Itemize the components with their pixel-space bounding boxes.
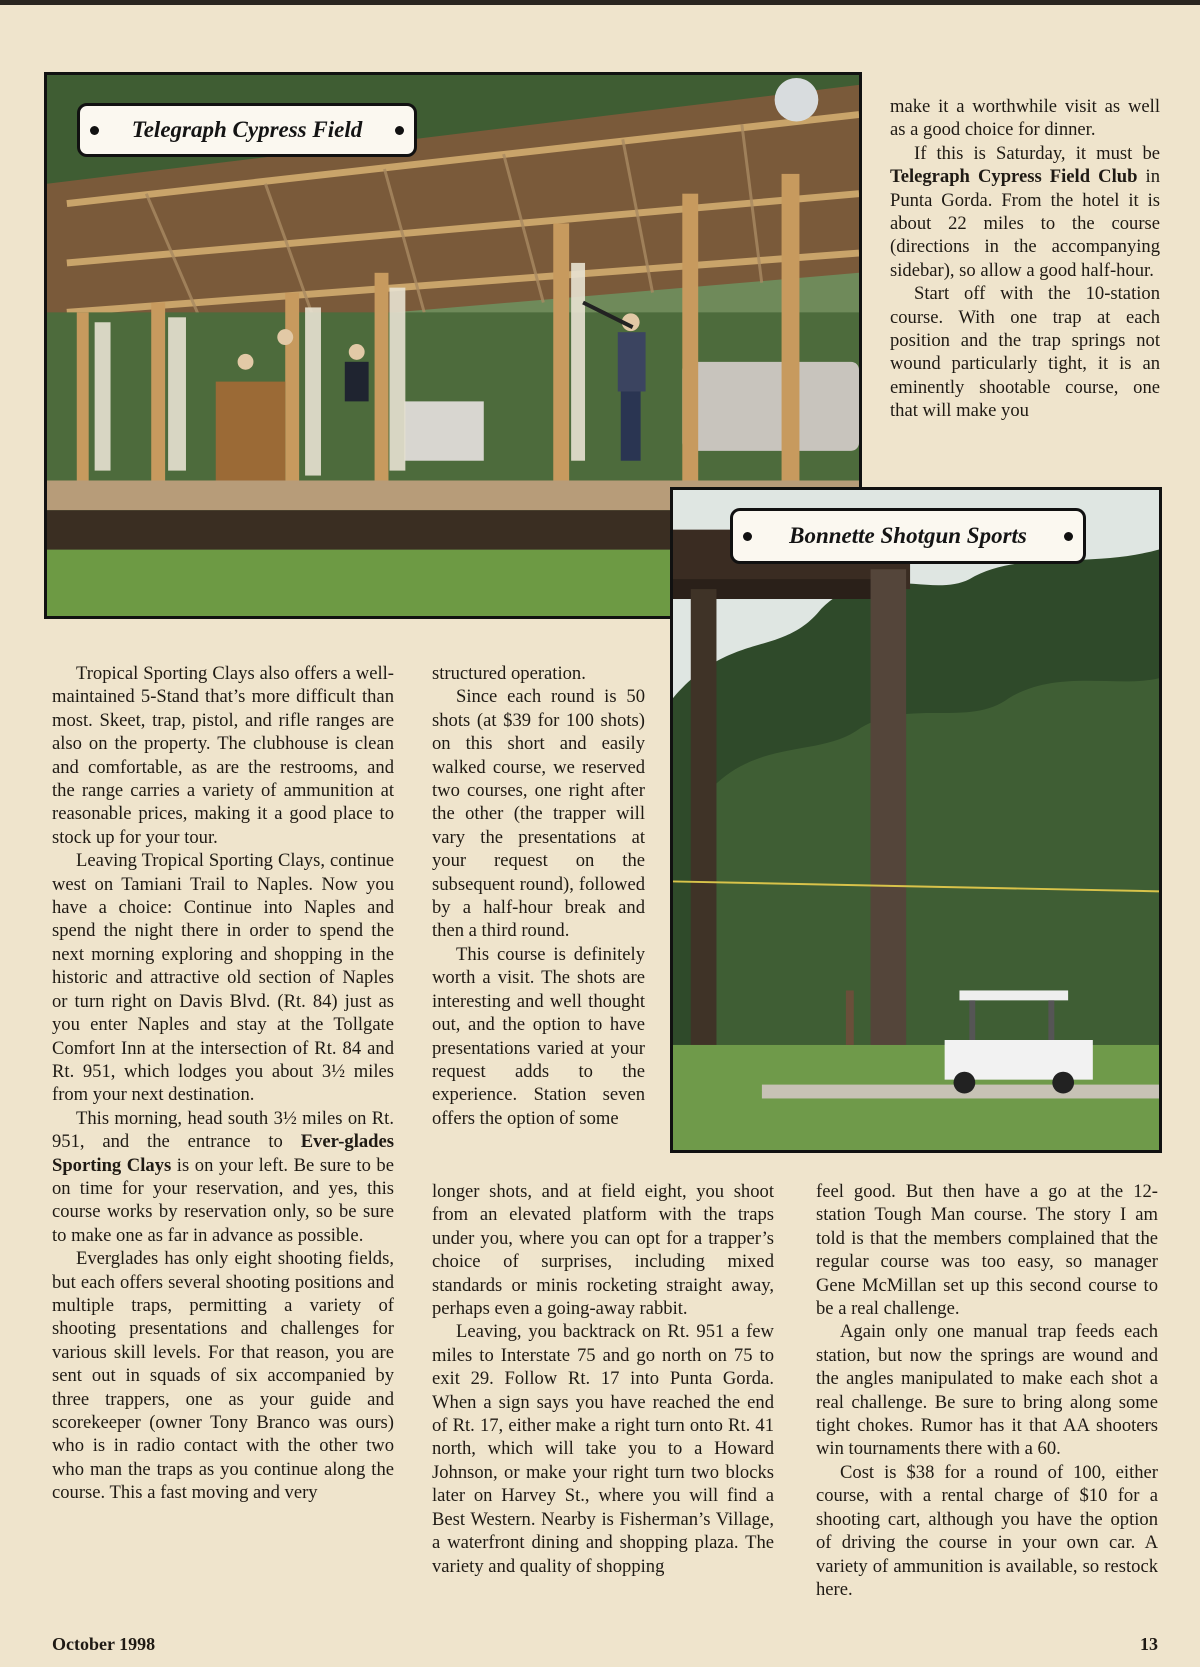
paragraph: Leaving, you backtrack on Rt. 951 a few miles to Interstate 75 and go north on 75 to exit 29. Follow Rt. 17 into Punta Gorda. When a sign says you have reached the end of Rt. 17, either make a right turn onto Rt. 41 north, which will take you to a Howard Johnson, or make your right turn two blocks later on Harvey St., where you will find a Best Western. Nearby is Fisherman’s Village, a waterfront dining and shopping plaza. The variety and quality of shopping (432, 1321, 774, 1577)
photo2-caption-plate (730, 508, 1086, 564)
footer-issue-date: October 1998 (52, 1634, 156, 1654)
bold-term: Ever- (300, 1131, 345, 1153)
plate-rivet-icon (395, 126, 404, 135)
page-number: 13 (1140, 1634, 1158, 1654)
paragraph: Cost is $38 for a round of 100, either course, with a rental charge of $10 for a shooting cart, although you have the option of driving the course in your own car. A variety of ammunition is available, so restock here. (816, 1461, 1158, 1600)
paragraph: If this is Saturday, it must be Telegraph Cypress Field Club in Punta Gorda. From the hotel it is about 22 miles to the course (directions in the accompanying sidebar), so allow a good half-hour. (890, 142, 1160, 281)
paragraph: Everglades has only eight shooting fields, but each offers several shooting positions and multiple traps, permitting a variety of shooting presentations and challenges for various skill levels. For that reason, you are sent out in squads of six accompanied by three trappers, one as your guide and scorekeeper (owner Tony Branco was ours) who is in radio contact with the other two who man the traps as you continue along the course. This a fast moving and very (52, 1248, 394, 1504)
column-top-right (890, 95, 1160, 423)
paragraph: Start off with the 10-station course. With one trap at each position and the trap springs not wound particularly tight, it is an eminently shootable course, one that will make you (890, 283, 1160, 422)
top-rule (0, 0, 1200, 5)
column-left (52, 662, 394, 1505)
column-bottom-right (816, 1180, 1158, 1601)
plate-rivet-icon (1064, 532, 1073, 541)
plate-rivet-icon (743, 532, 752, 541)
photo2-caption: Bonnette Shotgun Sports (789, 523, 1027, 548)
bold-term: Telegraph Cypress Field Club (890, 166, 1138, 188)
photo1-caption: Telegraph Cypress Field (131, 117, 363, 142)
paragraph: Since each round is 50 shots (at $39 for 100 shots) on this short and easily walked course, we reserved two courses, one right after the other (the trapper will vary the presentations at your request on the subsequent round), followed by a half-hour break and then a third round. (432, 686, 645, 942)
paragraph: Leaving Tropical Sporting Clays, continue west on Tamiani Trail to Naples. Now you have a choice: Continue into Naples and spend the night there in order to spend the next morning exploring and shopping in the historic and attractive old section of Naples or turn right on Davis Blvd. (Rt. 84) just as you enter Naples and stay at the Tollgate Comfort Inn at the intersection of Rt. 84 and Rt. 951, which lodges you about 3½ miles from your next destination. (52, 850, 394, 1106)
paragraph: longer shots, and at field eight, you shoot from an elevated platform with the traps under you, where you can opt for a trapper’s choice of surprises, including mixed standards or minis rocketing straight away, perhaps even a going-away rabbit. (432, 1181, 774, 1320)
woods-photo (673, 490, 1159, 1150)
paragraph: Again only one manual trap feeds each station, but now the springs are wound and the angles manipulated to make each shot a real challenge. Be sure to bring along some tight chokes. Rumor has it that AA shooters win tournaments there with a 60. (816, 1321, 1158, 1460)
photo1-caption-plate (77, 103, 417, 157)
paragraph: make it a worthwhile visit as well as a good choice for dinner. (890, 96, 1160, 141)
paragraph: Tropical Sporting Clays also offers a well-maintained 5-Stand that’s more difficult than most. Skeet, trap, pistol, and rifle ranges are also on the property. The clubhouse is clean and comfortable, as are the restrooms, and the range carries a variety of ammunition at reasonable prices, making it a good place to stock up for your tour. (52, 663, 394, 848)
paragraph: This morning, head south 3½ miles on Rt. 951, and the entrance to Ever-glades Sporting Clays is on your left. Be sure to be on time for your reservation, and yes, this course works by reservation only, so be sure to make one as far in advance as possible. (52, 1107, 394, 1246)
paragraph: feel good. But then have a go at the 12-station Tough Man course. The story I am told is that the members complained that the regular course was too easy, so manager Gene McMillan set up this second course to be a real challenge. (816, 1181, 1158, 1320)
plate-rivet-icon (90, 126, 99, 135)
paragraph: This course is definitely worth a visit. The shots are interesting and well thought out, and the option to have presentations varied at your request adds to the experience. Station seven offers the option of some (432, 943, 645, 1129)
photo-bonnette-shotgun-sports (670, 487, 1162, 1153)
column-middle-wide (432, 1180, 774, 1578)
paragraph: structured operation. (432, 663, 586, 684)
bold-term: glades Sporting Clays (52, 1131, 394, 1176)
column-middle-narrow (432, 662, 645, 1130)
